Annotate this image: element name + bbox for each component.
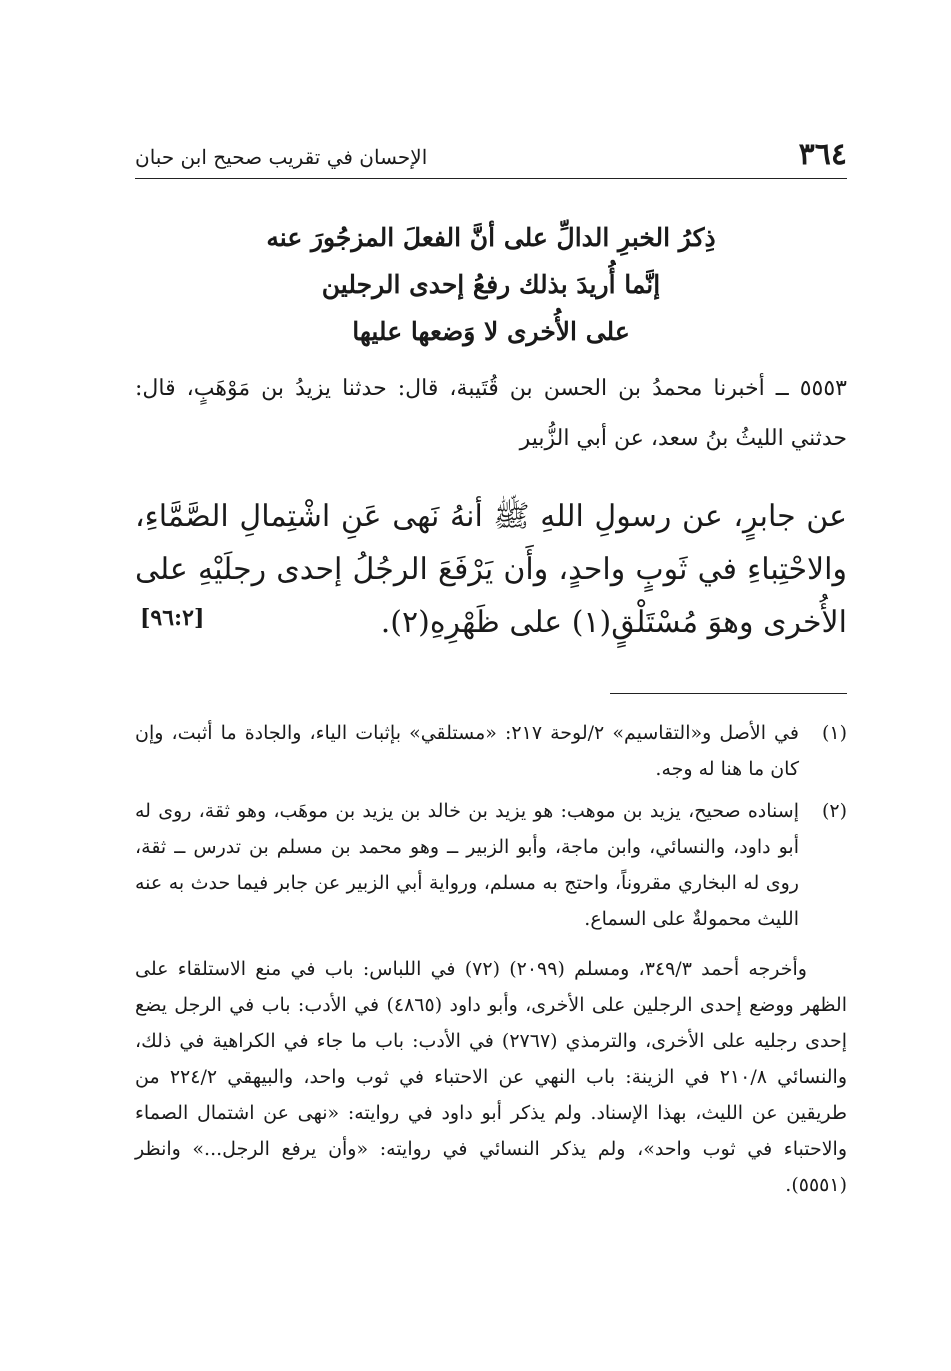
page-header [135,138,847,179]
hadith-reference: [٩٦:٢] [140,605,205,631]
footnote-number: (٢) [821,800,847,822]
footnote-text: إسناده صحيح، يزيد بن موهب: هو يزيد بن خالد بن يزيد بن موهَب، وهو ثقة، روى له أبو داود، والنسائي، وابن ماجة، وأبو الزبير ــ وهو محمد بن مسلم بن تدرس ــ ثقة، روى له البخاري مقروناً، واحتج به مسلم، ورواية أبي الزبير عن جابر فيما حدث به عنه الليث محمولةٌ على السماع. [135,800,799,930]
footnote [135,793,847,937]
chapter-heading-line: إنَّما أُريدَ بذلك رفعُ إحدى الرجلين [321,270,661,299]
footnote-divider [610,693,847,694]
chapter-heading-line: على الأُخرى لا وَضعها عليها [352,317,630,346]
chapter-heading [135,214,847,355]
hadith-matn: عن جابرٍ، عن رسولِ اللهِ ﷺ أنهُ نَهى عَنِ اشْتِمالِ الصَّمَّاءِ، والاحْتِباءِ في ثَوبٍ واحدٍ، وأَن يَرْفَعَ الرجُلُ إحدى رجلَيْهِ على الأُخرى وهوَ مُسْتَلْقٍ(١) على ظَهْرِهِ(٢). [135,499,848,640]
footnote-number: (١) [821,722,847,744]
running-title: الإحسان في تقريب صحيح ابن حبان [135,145,428,169]
footnote [135,715,847,787]
page-number: ٣٦٤ [798,137,847,172]
footnotes [135,715,847,1203]
hadith-isnad: ٥٥٥٣ ــ أخبرنا محمدُ بن الحسن بن قُتَيبة، قال: حدثنا يزيدُ بن مَوْهَبٍ، قال: حدثني الليثُ بنُ سعد، عن أبي الزُّبير [135,376,847,451]
takhrij-paragraph: وأخرجه أحمد ٣٤٩/٣، ومسلم (٢٠٩٩) (٧٢) في اللباس: باب في منع الاستلقاء على الظهر ووضع إحدى الرجلين على الأخرى، وأبو داود (٤٨٦٥) في الأدب: باب في الرجل يضع إحدى رجليه على الأخرى، والترمذي (٢٧٦٧) في الأدب: باب ما جاء في الكراهية في ذلك، والنسائي ٢١٠/٨ في الزينة: باب النهي عن الاحتباء في ثوب واحد، والبيهقي ٢٢٤/٢ من طريقين عن الليث، بهذا الإسناد. ولم يذكر أبو داود في روايته: «نهى عن اشتمال الصماء والاحتباء في ثوب واحد»، ولم يذكر النسائي في روايته: «وأن يرفع الرجل...» وانظر (٥٥٥١). [135,958,847,1196]
footnote-text: في الأصل و«التقاسيم» ٢/لوحة ٢١٧: «مستلقي» بإثبات الياء، والجادة ما أثبت، وإن كان ما هنا له وجه. [135,722,799,780]
chapter-heading-line: ذِكرُ الخبرِ الدالِّ على أنَّ الفعلَ المزجُورَ عنه [266,223,716,252]
